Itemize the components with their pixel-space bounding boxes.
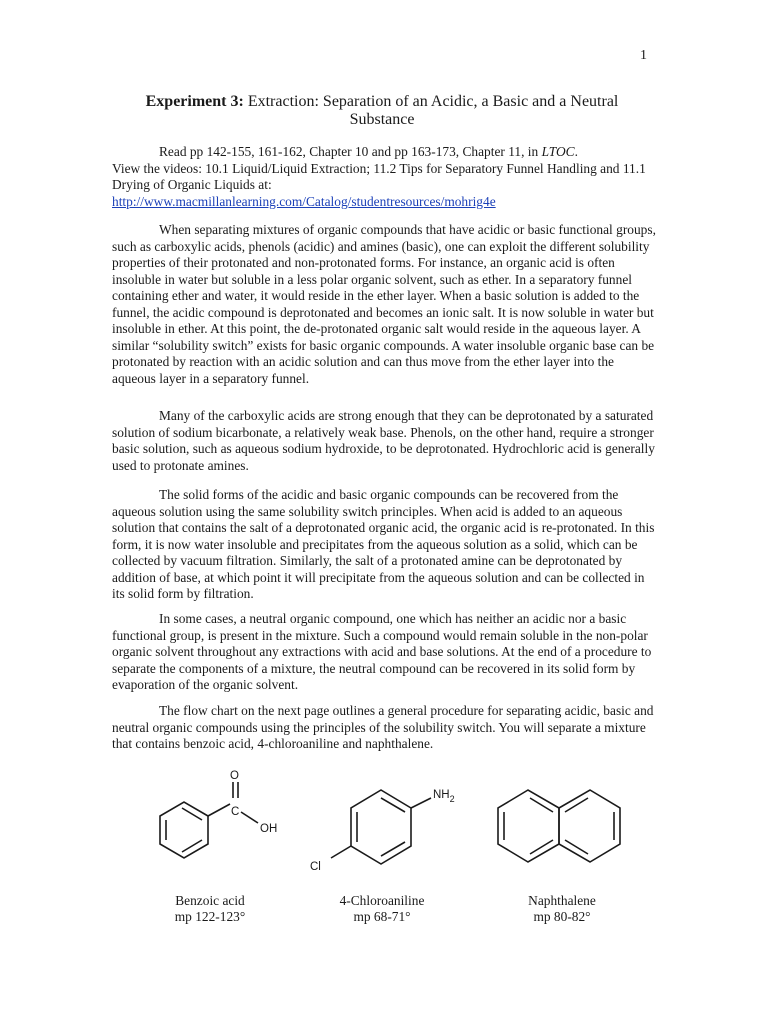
benzoic-acid-structure — [160, 782, 258, 858]
naphthalene-caption — [482, 893, 642, 925]
reading-period: . — [574, 144, 578, 159]
chemical-structures — [120, 760, 680, 900]
paragraph-carboxylic-acids: Many of the carboxylic acids are strong enough that they can be deprotonated by a saturated solution of sodium bicarbonate, a relatively weak base. Phenols, on the other hand, require a stronger basic solution, such as aqueous sodium hydroxide, to be deprotonated. Hydrochloric acid is generally used to protonate amines. — [112, 408, 655, 473]
reading-assignment — [112, 144, 660, 210]
naphthalene-name: Naphthalene — [528, 893, 596, 908]
title-line2: Substance — [349, 111, 415, 128]
reading-line — [112, 144, 660, 161]
paragraph-neutral-compound: In some cases, a neutral organic compound, one which has neither an acidic nor a basic functional group, is present in the mixture. Such a compound would remain soluble in the non-polar organic solvent throughout any extractions with acid and base solutions. At the end of a procedure to separate the components of a mixture, the neutral compound can be recovered in its solid form by evaporation of the organic solvent. — [112, 611, 652, 692]
benzoic-acid-name: Benzoic acid — [175, 893, 245, 908]
paragraph-solubility-switch: When separating mixtures of organic compounds that have acidic or basic functional groups, such as carboxylic acids, phenols (acidic) and amines (basic), one can exploit the different solubility properties of their protonated and non-protonated forms. For instance, an organic acid is often insoluble in water but soluble in a less polar organic solvent, such as ether. In a separatory funnel containing ether and water, it would reside in the ether layer. When a basic solution is added to the funnel, the acidic compound is deprotonated and becomes an ionic salt. It is now soluble in water but insoluble in ether. At this point, the de-protonated organic salt would reside in the aqueous layer. A similar “solubility switch” exists for basic organic compounds. A water insoluble organic base can be protonated by reaction with an acidic solution and can thus move from the ether layer into the aqueous layer in a separatory funnel. — [112, 222, 656, 386]
title-rest: Extraction: Separation of an Acidic, a Basic and a Neutral — [247, 93, 619, 110]
benzoic-acid-mp: mp 122-123° — [174, 909, 246, 924]
chloroaniline-structure — [331, 790, 431, 864]
chloroaniline-name: 4-Chloroaniline — [339, 893, 425, 908]
chloroaniline-caption — [302, 893, 462, 925]
chloroaniline-atom-cl: Cl — [310, 861, 321, 873]
chloroaniline-atom-nh2: $NH_2$ — [433, 789, 455, 804]
reading-pages: Read pp 142-155, 161-162, Chapter 10 and pp 163-173, Chapter 11, in — [159, 144, 542, 159]
benzoic-atom-c: C — [231, 806, 240, 818]
naphthalene-structure — [498, 790, 620, 862]
title-lead: Experiment 3: — [145, 93, 244, 110]
page-title — [112, 93, 652, 129]
benzoic-atom-o: O — [230, 770, 239, 782]
chloroaniline-mp: mp 68-71° — [353, 909, 411, 924]
resource-link[interactable]: http://www.macmillanlearning.com/Catalog/studentresources/mohrig4e — [112, 193, 496, 209]
benzoic-acid-caption — [130, 893, 290, 925]
naphthalene-mp: mp 80-82° — [533, 909, 591, 924]
paragraph-flow-chart: The flow chart on the next page outlines a general procedure for separating acidic, basic and neutral organic compounds using the principles of the solubility switch. You will separate a mixture that contains benzoic acid, 4-chloroaniline and naphthalene. — [112, 703, 654, 751]
benzoic-atom-oh: OH — [260, 823, 278, 835]
page-number: 1 — [640, 48, 647, 63]
book-title: LTOC — [541, 144, 575, 159]
paragraph-solid-recovery: The solid forms of the acidic and basic organic compounds can be recovered from the aqueous solution using the same solubility switch principles. When acid is added to an aqueous solution that contains the salt of a deprotonated organic acid, the organic acid is re-protonated. In this form, it is now water insoluble and precipitates from the aqueous solution as a solid, which can be collected by vacuum filtration. Similarly, the salt of a protonated amine can be deprotonated by addition of base, at which point it will precipitate from the aqueous solution and can be collected in its solid form by filtration. — [112, 487, 655, 601]
videos-text: View the videos: 10.1 Liquid/Liquid Extraction; 11.2 Tips for Separatory Funnel Handling and 11.1 Drying of Organic Liquids at: — [112, 160, 646, 192]
